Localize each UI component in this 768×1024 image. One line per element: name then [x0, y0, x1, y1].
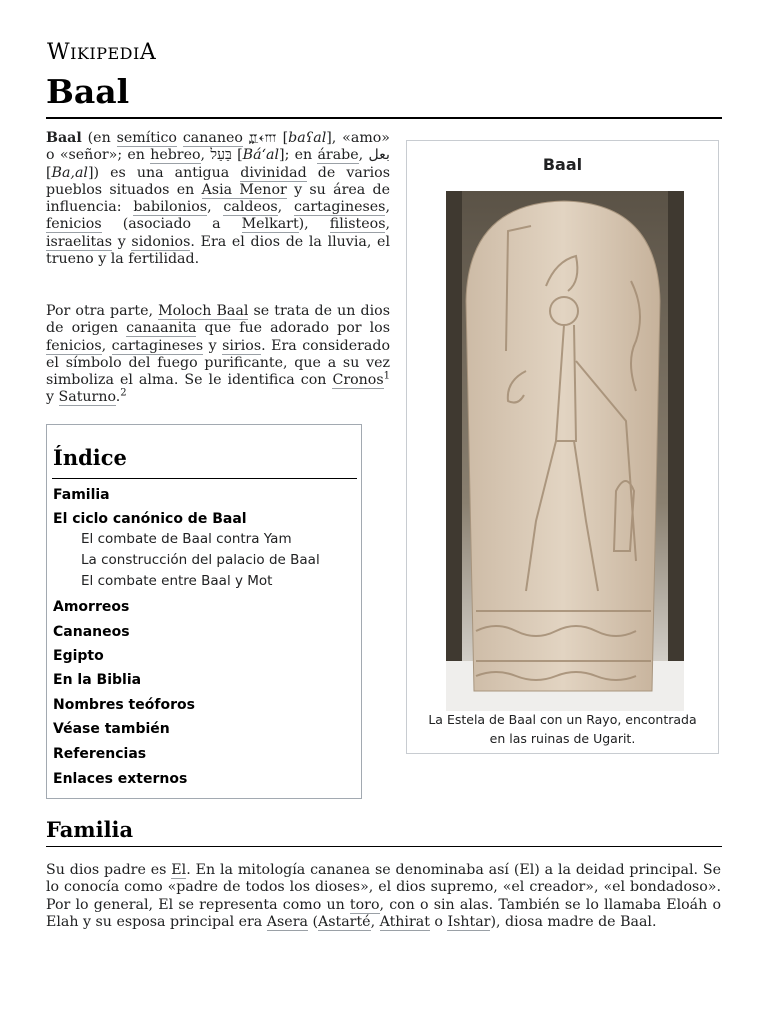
- text-run: ),: [298, 216, 330, 233]
- text-run: que fue adorado por los: [196, 320, 390, 337]
- text-run: ,: [385, 216, 390, 233]
- text-run: y: [46, 389, 59, 406]
- caption-line-1: La Estela de Baal con un Rayo, encontrada: [428, 712, 697, 727]
- title-divider: [46, 117, 722, 119]
- article-link[interactable]: Saturno: [58, 389, 116, 406]
- toc-subitem[interactable]: La construcción del palacio de Baal: [81, 552, 320, 568]
- lead-paragraph-1: [46, 130, 390, 268]
- text-run: y: [203, 337, 223, 354]
- article-link[interactable]: árabe: [317, 147, 359, 164]
- text-run: , بعل [: [46, 147, 390, 181]
- text-run: . En la mitología cananea se denominaba así (El) a la deidad principal. Se lo conocía como «padre de todos los dioses», el dios supremo, «el creador», «el bondadoso». Por lo general, El se representa como un: [46, 862, 721, 913]
- text-run: o: [429, 913, 448, 930]
- toc-item[interactable]: Enlaces externos: [53, 771, 188, 787]
- infobox-caption: [407, 711, 718, 748]
- toc-item[interactable]: Cananeos: [53, 624, 130, 640]
- text-run: ]; en: [279, 147, 318, 164]
- transliteration: Ba,al: [51, 164, 88, 181]
- table-of-contents: [46, 424, 362, 799]
- article-link[interactable]: Asera: [266, 913, 308, 930]
- text-run: (asociado a: [101, 216, 242, 233]
- caption-line-2: en las ruinas de Ugarit.: [489, 730, 636, 746]
- text-run: y: [111, 233, 132, 250]
- section-divider: [46, 846, 722, 847]
- article-link[interactable]: caldeos: [223, 199, 278, 216]
- toc-subitem[interactable]: El combate de Baal contra Yam: [81, 531, 292, 547]
- article-link[interactable]: Asia Menor: [201, 181, 287, 198]
- text-run: ,: [277, 199, 294, 216]
- text-run: Su dios padre es: [46, 862, 172, 878]
- infobox: [406, 140, 719, 754]
- toc-divider: [52, 478, 357, 479]
- text-run: , בַּעַל [: [200, 147, 243, 164]
- toc-item[interactable]: Familia: [53, 487, 110, 503]
- stele-illustration: [446, 191, 684, 711]
- toc-item[interactable]: Véase también: [53, 721, 170, 737]
- lead-paragraph-2: [46, 303, 390, 407]
- text-run: , con o sin alas. También se lo llamaba Eloáh o Elah y su esposa principal era: [46, 896, 721, 930]
- familia-paragraph: [46, 862, 721, 931]
- wikipedia-wordmark[interactable]: [47, 40, 156, 65]
- toc-item[interactable]: El ciclo canónico de Baal: [53, 511, 247, 527]
- page-title: Baal: [46, 72, 130, 111]
- article-link[interactable]: israelitas: [46, 233, 112, 250]
- article-link[interactable]: Cronos: [332, 372, 384, 389]
- article-link[interactable]: semítico: [116, 130, 177, 146]
- reference-marker[interactable]: 1: [383, 370, 390, 382]
- article-link[interactable]: sirios: [222, 337, 262, 354]
- text-run: y su área de influencia:: [46, 181, 391, 216]
- article-link[interactable]: El: [171, 862, 187, 878]
- text-run: Por otra parte,: [46, 303, 159, 319]
- toc-item[interactable]: Nombres teóforos: [53, 697, 195, 713]
- article-link[interactable]: hebreo: [150, 147, 201, 164]
- article-link[interactable]: Astarté: [317, 913, 371, 930]
- toc-title: Índice: [53, 445, 127, 470]
- text-run: se trata de un dios de origen: [46, 303, 390, 337]
- text-run: (: [307, 913, 318, 930]
- wordmark-initial: W: [47, 40, 71, 65]
- article-link[interactable]: Moloch Baal: [158, 303, 249, 319]
- text-run: ), diosa madre de Baal.: [490, 913, 657, 930]
- text-run: ], «amo» o «señor»; en: [46, 130, 390, 164]
- bold-term: Baal: [46, 130, 82, 146]
- article-link[interactable]: fenicios: [46, 216, 102, 233]
- text-run: de varios pueblos situados en: [46, 164, 390, 198]
- toc-item[interactable]: Egipto: [53, 648, 104, 664]
- article-link[interactable]: divinidad: [240, 164, 307, 181]
- article-link[interactable]: toro: [349, 896, 380, 913]
- section-heading-familia: Familia: [46, 817, 134, 842]
- article-link[interactable]: Ishtar: [447, 913, 491, 930]
- text-run: .: [115, 389, 121, 406]
- stele-image[interactable]: [446, 191, 684, 711]
- article-link[interactable]: cartagineses: [294, 199, 386, 216]
- text-run: ,: [385, 199, 390, 216]
- article-link[interactable]: canaanita: [126, 320, 197, 337]
- toc-item[interactable]: En la Biblia: [53, 672, 142, 688]
- article-link[interactable]: cartagineses: [111, 337, 204, 354]
- toc-subitem[interactable]: El combate entre Baal y Mot: [81, 573, 273, 589]
- text-run: ,: [101, 337, 112, 354]
- text-run: ,: [207, 199, 224, 216]
- text-run: (en: [81, 130, 117, 146]
- article-link[interactable]: filisteos: [329, 216, 386, 233]
- text-run: ]) es una antigua: [87, 164, 241, 181]
- text-run: 𐎁𐎓𐎍 [: [242, 130, 289, 146]
- article-link[interactable]: babilonios: [133, 199, 208, 216]
- article-link[interactable]: fenicios: [46, 337, 102, 354]
- article-link[interactable]: Melkart: [241, 216, 299, 233]
- wordmark-middle: IKIPEDI: [70, 44, 140, 63]
- toc-item[interactable]: Amorreos: [53, 599, 130, 615]
- article-link[interactable]: Athirat: [379, 913, 430, 930]
- article-link[interactable]: sidonios: [131, 233, 191, 250]
- infobox-title: Baal: [542, 155, 583, 174]
- text-run: ,: [370, 913, 380, 930]
- transliteration: Báʻal: [242, 147, 280, 164]
- article-link[interactable]: cananeo: [182, 130, 243, 146]
- text-run: . Era considerado el símbolo del fuego purificante, que a su vez simboliza el alma. Se le identifica con: [46, 337, 390, 389]
- transliteration: baʕal: [288, 130, 327, 146]
- text-run: . Era el dios de la lluvia, el trueno y la fertilidad.: [46, 233, 390, 268]
- toc-item[interactable]: Referencias: [53, 746, 147, 762]
- text-run: [177, 130, 183, 146]
- reference-marker[interactable]: 2: [120, 387, 127, 399]
- wordmark-final: A: [139, 40, 157, 65]
